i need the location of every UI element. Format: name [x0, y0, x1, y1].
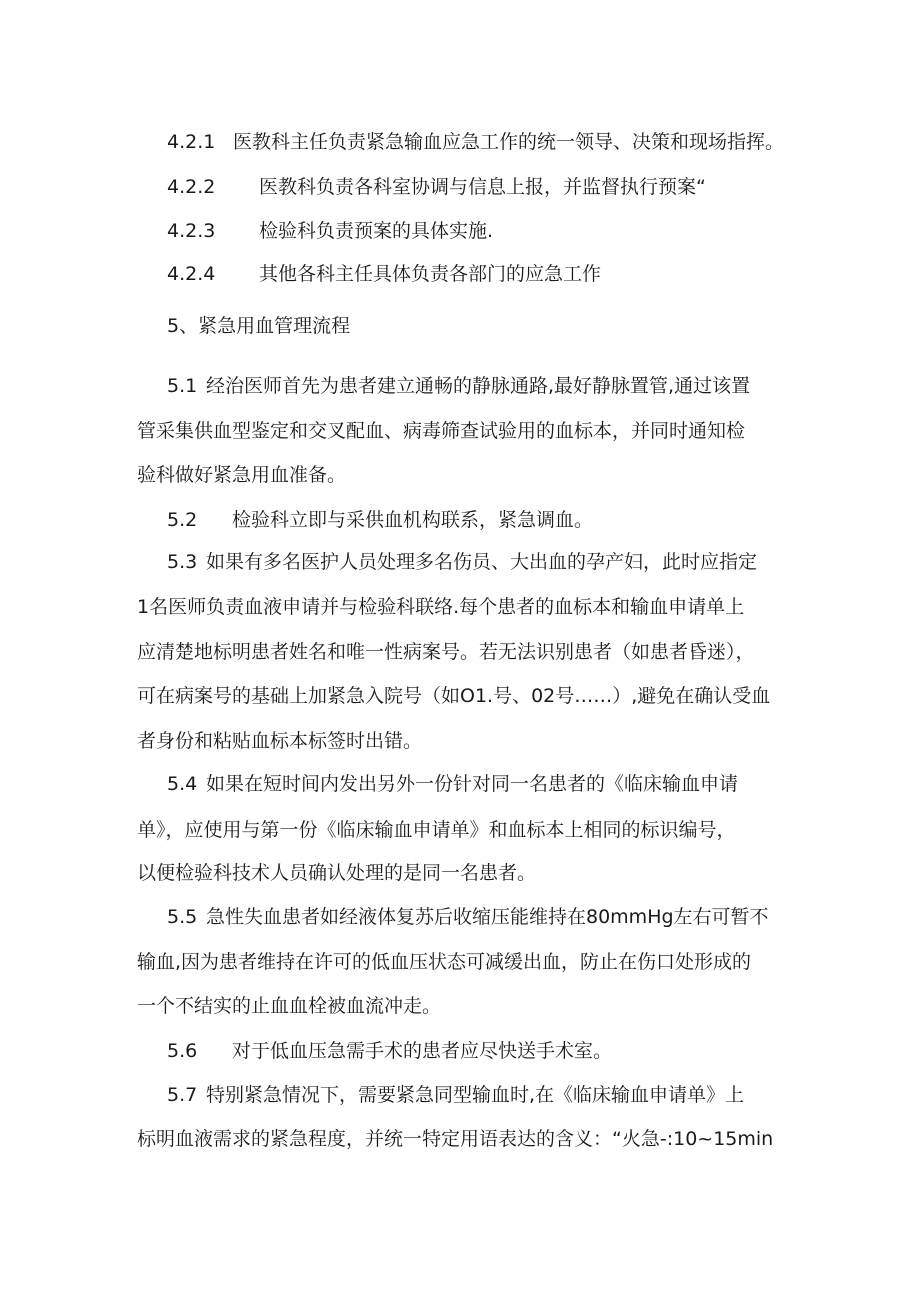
paragraph-number: 5.1: [167, 375, 198, 397]
paragraph-5-1-line-3: 验科做好紧急用血准备。: [137, 464, 347, 486]
item-number: 4.2.1: [167, 131, 216, 153]
paragraph-5-3-line-2: 1名医师负责血液申请并与检验科联络.每个患者的血标本和输血申请单上: [137, 596, 745, 618]
item-text: 检验科负责预案的具体实施.: [259, 220, 494, 242]
paragraph-5-1-line-2: 管采集供血型鉴定和交叉配血、病毒筛查试验用的血标本，并同时通知检: [137, 420, 746, 442]
paragraph-5-3-line-4: 可在病案号的基础上加紧急入院号（如O1.号、02号……）,避免在确认受血: [137, 685, 771, 707]
paragraph-text: 经治医师首先为患者建立通畅的静脉通路,最好静脉置管,通过该置: [206, 375, 751, 397]
paragraph-number: 5.7: [167, 1084, 198, 1106]
paragraph-text: 特别紧急情况下，需要紧急同型输血时,在《临床输血申请单》上: [206, 1084, 745, 1106]
paragraph-5-5-line-3: 一个不结实的止血血栓被血流冲走。: [137, 995, 442, 1017]
paragraph-5-6: [167, 1039, 612, 1063]
paragraph-5-3-line-5: 者身份和粘贴血标本标签时出错。: [137, 730, 423, 752]
paragraph-5-3-line-3: 应清楚地标明患者姓名和唯一性病案号。若无法识别患者（如患者昏迷），: [137, 641, 755, 663]
item-text: 其他各科主任具体负责各部门的应急工作: [259, 263, 602, 285]
paragraph-text: 急性失血患者如经液体复苏后收缩压能维持在80mmHg左右可暂不: [206, 906, 769, 928]
item-number: 4.2.4: [167, 263, 216, 285]
item-text: 医教科主任负责紧急输血应急工作的统一领导、决策和现场指挥。: [233, 131, 785, 153]
item-text: 医教科负责各科室协调与信息上报，并监督执行预案“: [259, 176, 706, 198]
paragraph-number: 5.4: [167, 773, 198, 795]
paragraph-number: 5.3: [167, 551, 198, 573]
item-4-2-2: [167, 175, 706, 199]
paragraph-number: 5.5: [167, 906, 198, 928]
paragraph-5-5-line-2: 输血,因为患者维持在许可的低血压状态可减缓出血，防止在伤口处形成的: [137, 951, 752, 973]
paragraph-5-7-line-1: [167, 1083, 744, 1107]
item-4-2-4: [167, 262, 601, 286]
section-heading: 5、紧急用血管理流程: [167, 315, 351, 337]
paragraph-5-4-line-1: [167, 772, 738, 796]
item-4-2-1: [167, 130, 784, 154]
item-number: 4.2.2: [167, 176, 216, 198]
paragraph-text: 如果在短时间内发出另外一份针对同一名患者的《临床输血申请: [206, 773, 739, 795]
item-4-2-3: [167, 219, 493, 243]
paragraph-number: 5.6: [167, 1040, 198, 1062]
paragraph-5-5-line-1: [167, 905, 769, 929]
paragraph-5-2: [167, 508, 593, 532]
paragraph-number: 5.2: [167, 509, 198, 531]
paragraph-5-4-line-2: 单》，应使用与第一份《临床输血申请单》和血标本上相同的标识编号，: [137, 819, 736, 841]
paragraph-text: 对于低血压急需手术的患者应尽快送手术室。: [232, 1040, 613, 1062]
paragraph-5-7-line-2: 标明血液需求的紧急程度，并统一特定用语表达的含义：“火急-:10~15min: [137, 1128, 774, 1150]
paragraph-5-1-line-1: [167, 374, 750, 398]
paragraph-text: 如果有多名医护人员处理多名伤员、大出血的孕产妇，此时应指定: [206, 551, 758, 573]
paragraph-text: 检验科立即与采供血机构联系，紧急调血。: [232, 509, 594, 531]
paragraph-5-4-line-3: 以便检验科技术人员确认处理的是同一名患者。: [137, 862, 537, 884]
item-number: 4.2.3: [167, 220, 216, 242]
paragraph-5-3-line-1: [167, 550, 757, 574]
